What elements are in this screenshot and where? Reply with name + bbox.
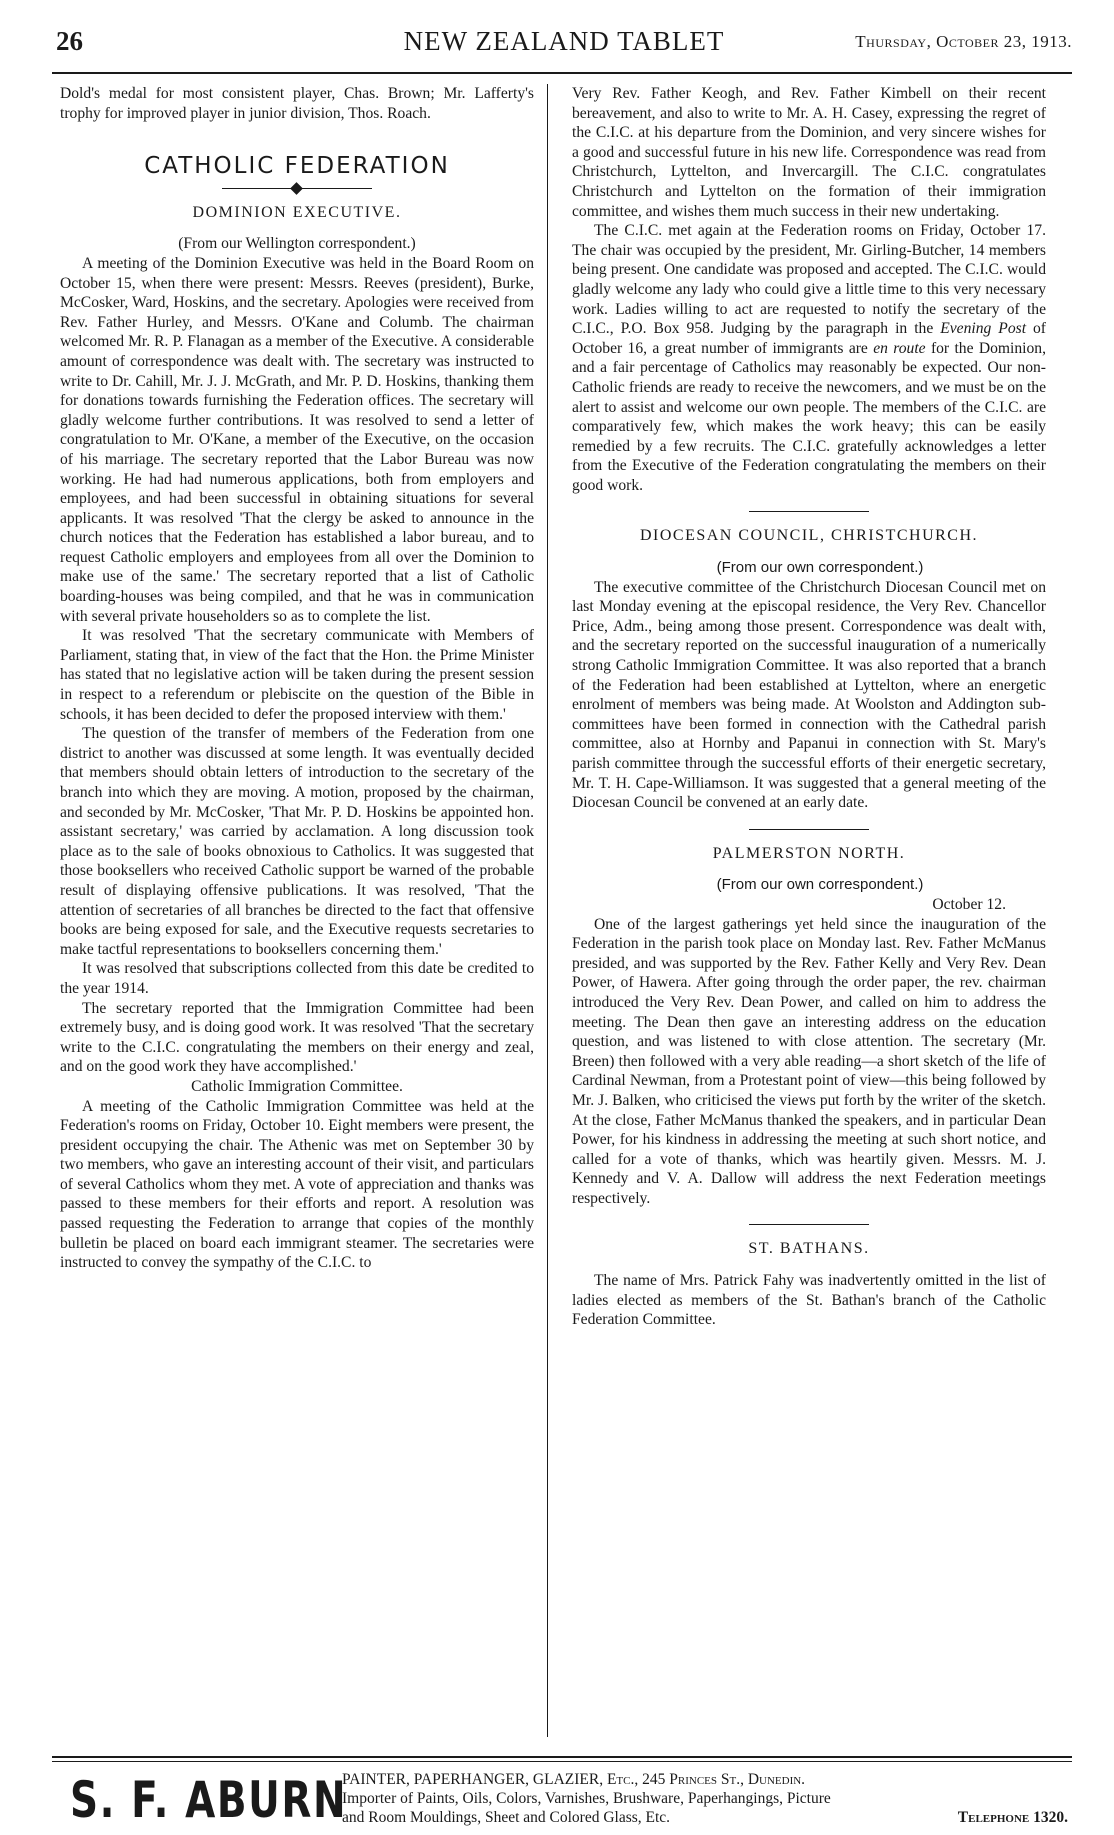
section-title-catholic-federation: CATHOLIC FEDERATION [144, 153, 450, 180]
article-paragraph: The name of Mrs. Patrick Fahy was inadvertently omitted in the list of ladies elected as members of the St. Bathan's branch of the Catholic Federation Committee. [572, 1272, 1046, 1329]
advertisement-text [342, 1770, 1068, 1827]
heading-st-bathans: ST. BATHANS. [748, 1240, 870, 1258]
heading-palmerston-north: PALMERSTON NORTH. [712, 844, 906, 862]
publication-date: Thursday, October 23, 1913. [855, 32, 1072, 51]
article-paragraph: A meeting of the Catholic Immigration Committee was held at the Federation's rooms on Friday, October 10. Eight members were present, the president occupying the chair. The Athenic was met on September 30 by two members, who gave an interesting account of their visit, and particulars of several Catholics whom they met. A vote of appreciation and thanks was passed to these members for their efforts and report. A resolution was passed requesting the Federation to arrange that copies of the monthly bulletin be placed on board each immigrant steamer. The secretaries were instructed to convey the sympathy of the C.I.C. to [60, 1097, 534, 1272]
article-paragraph: It was resolved 'That the secretary communicate with Members of Parliament, stating that, in view of the fact that the Hon. the Prime Minister has stated that no legislative action will be taken during the present session in respect to a referendum or plebiscite on the question of the Bible in schools, it has been decided to defer the proposed interview with them.' [60, 627, 534, 723]
newspaper-title: NEW ZEALAND TABLET [403, 26, 725, 56]
intro-paragraph: Dold's medal for most consistent player, Chas. Brown; Mr. Lafferty's trophy for improved player in junior division, Thos. Roach. [60, 85, 534, 122]
section-rule [749, 511, 869, 512]
article-paragraph: One of the largest gatherings yet held since the inauguration of the Federation in the parish took place on Monday last. Rev. Father McManus presided, and was supported by the Rev. Father Kelly and Very Rev. Dean Power, of Hawera. After going through the order paper, the rev. chairman introduced the Very Rev. Dean Power, and called on him to address the meeting. The Dean then gave an interesting address on the education question, and was listened to with close attention. The secretary (Mr. Breen) then followed with a very able reading—a short sketch of the life of Cardinal Newman, from a Protestant point of view—this being followed by Mr. J. Balken, who criticised the views put forth by the writer of the sketch. At the close, Father McManus thanked the speakers, and in particular Dean Power, for his kindness in addressing the meeting at such short notice, and called for a vote of thanks, which was heartily given. Messrs. M. J. Kennedy and V. A. Dallow will address the next Federation meetings respectively. [572, 915, 1046, 1207]
italic-evening-post: Evening Post [940, 320, 1027, 338]
correspondent-note: (From our own correspondent.) [716, 876, 924, 894]
ad-line-2: Importer of Paints, Oils, Colors, Varnishes, Brushware, Paperhangings, Picture [342, 1790, 831, 1807]
section-rule [749, 829, 869, 830]
dateline: October 12. [932, 895, 1006, 913]
ornament-divider [222, 183, 372, 193]
page-number: 26 [56, 26, 83, 56]
article-paragraph: It was resolved that subscriptions collected from this date be credited to the year 1914. [60, 960, 534, 997]
right-column [572, 84, 1046, 1330]
ad-telephone: Telephone 1320. [957, 1809, 1068, 1826]
article-paragraph: The C.I.C. met again at the Federation rooms on Friday, October 17. The chair was occupied by the president, Mr. Girling-Butcher, 14 members being present. One candidate was proposed and accepted. The C.I.C. would gladly welcome any lady who could give a little time to this very necessary work. Ladies willing to act are requested to notify the secretary of the C.I.C., P.O. Box 958. Judging by the paragraph in the Evening Post of October 16, a great number of immigrants are en route for the Dominion, and a fair percentage of Catholics may reasonably be expected. Our non-Catholic friends are ready to receive the newcomers, and we must be on the alert to assist and welcome our own people. The members of the C.I.C. are comparatively few, which makes the work heavy; this can be easily remedied by a few recruits. The C.I.C. gratefully acknowledges a letter from the Executive of the Federation congratulating the members on their good work. [572, 222, 1047, 494]
diamond-icon [290, 182, 303, 195]
ad-line-3: and Room Mouldings, Sheet and Colored Glass, Etc. Telephone 1320. [342, 1809, 1068, 1826]
article-paragraph: The executive committee of the Christchurch Diocesan Council met on last Monday evening at the episcopal residence, the Very Rev. Chancellor Price, Adm., being among those present. Correspondence was dealt with, and the secretary reported on the successful inauguration of a numerically strong Catholic Immigration Committee. It was also reported that a branch of the Federation had been established at Lyttelton, where an energetic enrolment of members was being made. At Woolston and Addington sub-committees have been formed in connection with the Cathedral parish committee, also at Hornby and Papanui in connection with St. Mary's parish committee through the successful efforts of their energetic secretary, Mr. T. H. Cape-Williamson. It was suggested that a general meeting of the Diocesan Council be convened at an early date. [572, 578, 1046, 812]
subheading-immigration-committee: Catholic Immigration Committee. [191, 1077, 403, 1095]
continued-paragraph: Very Rev. Father Keogh, and Rev. Father Kimbell on their recent bereavement, and also to write to Mr. A. H. Casey, expressing the regret of the C.I.C. at his departure from the Dominion, and very sincere wishes for a good and successful future in his new life. Correspondence was read from Christchurch, Lyttelton, and Invercargill. The C.I.C. congratulates Christchurch and Lyttelton on the formation of their immigration committee, and wishes them much success in their new undertaking. [572, 85, 1046, 220]
article-paragraph: A meeting of the Dominion Executive was held in the Board Room on October 15, when there were present: Messrs. Reeves (president), Burke, McCosker, Ward, Hoskins, and the secretary. Apologies were received from Rev. Father Hurley, and Messrs. O'Kane and Columb. The chairman welcomed Mr. R. P. Flanagan as a member of the Executive. A considerable amount of correspondence was dealt with. The secretary was instructed to write to Dr. Cahill, Mr. J. J. McGrath, and Mr. P. D. Hoskins, thanking them for donations towards furnishing the Federation offices. The secretary will gladly welcome further contributions. It was resolved to send a letter of congratulation to Mr. O'Kane, a member of the Executive, on the occasion of his marriage. The secretary reported that the Labor Bureau was now working. He had had numerous applications, both from employers and employees, and had been successful in obtaining situations for several applicants. It was resolved 'That the clergy be asked to announce in the church notices that the Federation has established a labor bureau, and to request Catholic employers and employees from all over the Dominion to make use of the same.' The secretary reported that a list of Catholic boarding-houses was being compiled, and that he was in communication with several private householders so as to complete the list. [60, 254, 534, 625]
left-column [60, 84, 534, 1273]
advertisement-rule [52, 1756, 1072, 1758]
advertisement [70, 1770, 1070, 1830]
masthead [56, 26, 1072, 64]
article-paragraph: The secretary reported that the Immigration Committee had been extremely busy, and is doing good work. It was resolved 'That the secretary write to the C.I.C. congratulating the members on their energy and zeal, and on the good work they have accomplished.' [60, 999, 534, 1076]
masthead-rule [52, 72, 1072, 74]
correspondent-note: (From our own correspondent.) [716, 559, 924, 577]
correspondent-note: (From our Wellington correspondent.) [178, 235, 416, 253]
italic-en-route: en route [873, 339, 926, 357]
advertiser-name: S. F. ABURN [70, 1771, 348, 1829]
ad-line-1: PAINTER, PAPERHANGER, GLAZIER, Etc., 245 Princes St., Dunedin. [342, 1771, 806, 1788]
subhead-dominion-executive: DOMINION EXECUTIVE. [192, 203, 402, 221]
heading-diocesan-council: DIOCESAN COUNCIL, CHRISTCHURCH. [639, 527, 979, 545]
advertisement-rule-thin [52, 1761, 1072, 1762]
article-paragraph: The question of the transfer of members of the Federation from one district to another was discussed at some length. It was eventually decided that members should obtain letters of introduction to the secretary of the branch into which they are moving. A motion, proposed by the chairman, and seconded by Mr. McCosker, 'That Mr. P. D. Hoskins be appointed hon. assistant secretary,' was carried by acclamation. A long discussion took place as to the sale of books obnoxious to Catholics. It was suggested that those booksellers who received Catholic support be warned of the probable result of displaying offensive publications. It was resolved, 'That the attention of secretaries of all branches be directed to the fact that offensive books are being exposed for sale, and the Executive requests secretaries to make tactful representations to booksellers concerning them.' [60, 725, 534, 958]
section-rule [749, 1224, 869, 1225]
column-separator [547, 84, 548, 1737]
